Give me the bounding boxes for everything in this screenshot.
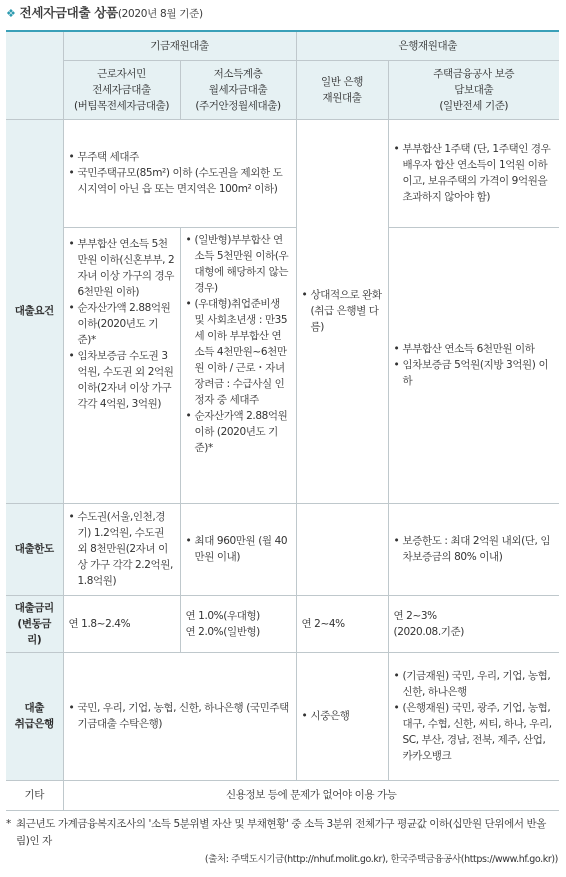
col4-header [388, 60, 559, 119]
col1-header-line: (버팀목전세자금대출) [73, 99, 170, 112]
req-fund-common-cell [63, 119, 296, 227]
col1-header-line: 근로자서민 [97, 67, 146, 80]
col1-header [63, 60, 180, 119]
rate-col2-cell [180, 595, 296, 652]
row-label-rate [6, 595, 63, 652]
rate-col2-line: 연 1.0%(우대형) [185, 609, 260, 622]
limit-col4-cell [388, 503, 559, 595]
rate-col1-cell: 연 1.8~2.4% [63, 595, 180, 652]
group-fund-header: 기금재원대출 [63, 31, 296, 60]
list-item: • (기금재원) 국민, 우리, 기업, 농협, 신한, 하나은행 [394, 668, 555, 700]
title-subtitle: (2020년 8월 기준) [117, 8, 203, 20]
footnote-mark: * [6, 818, 11, 830]
req-col3-cell [296, 119, 388, 503]
bank-label-line: 취급은행 [14, 718, 54, 730]
col2-header-line: (주거안정월세대출) [195, 99, 281, 112]
col2-header-line: 월세자금대출 [208, 83, 268, 96]
col2-header [180, 60, 296, 119]
rate-label-line: (변동금리) [17, 617, 52, 646]
list-item: • 부부합산 1주택 (단, 1주택인 경우 배우자 합산 연소득이 1억원 이하이고, 보유주택의 가격이 9억원을 초과하지 않아야 함) [394, 141, 555, 205]
req-col2-cell [180, 227, 296, 503]
rate-col4-cell [388, 595, 559, 652]
rate-label-line: 대출금리 [14, 601, 54, 614]
diamond-bullet-icon: ❖ [6, 7, 16, 20]
row-label-bank [6, 652, 63, 780]
corner-cell [6, 31, 63, 119]
col4-header-line: 담보대출 [454, 83, 494, 96]
rate-col4-line: 연 2~3% [393, 609, 437, 622]
row-label-requirements: 대출요건 [6, 119, 63, 503]
title-text: 전세자금대출 상품 [19, 5, 118, 20]
loan-product-table [6, 30, 559, 811]
row-label-etc: 기타 [6, 780, 63, 810]
list-item: • 순자산가액 2.88억원 이하 (2020년도 기준)* [186, 408, 291, 456]
list-item: • 임차보증금 5억원(지방 3억원) 이하 [394, 357, 555, 389]
list-item: • 임차보증금 수도권 3억원, 수도권 외 2억원 이하(2자녀 이상 가구 각각 4억원, 3억원) [69, 348, 175, 412]
footnote [6, 816, 559, 850]
source-note: (출처: 주택도시기금(http://nhuf.molit.go.kr), 한국주택금융공사(https://www.hf.go.kr)) [204, 854, 558, 865]
req-col4-top-cell [388, 119, 559, 227]
rate-col3-cell: 연 2~4% [296, 595, 388, 652]
col4-header-line: 주택금융공사 보증 [433, 67, 515, 80]
col1-header-line: 전세자금대출 [92, 83, 151, 96]
list-item: • 상대적으로 완화 (취급 은행별 다름) [302, 287, 383, 335]
list-item: • 수도권(서울,인천,경기) 1.2억원, 수도권 외 8천만원(2자녀 이상 가구 각각 2.2억원, 1.8억원) [69, 509, 175, 589]
row-label-limit: 대출한도 [6, 503, 63, 595]
bank-col4-cell [388, 652, 559, 780]
footnote-text: 최근년도 가계금융복지조사의 '소득 5분위별 자산 및 부채현황' 중 소득 3분위 전체가구 평균값 이하(십만원 단위에서 반올림)인 자 [16, 818, 547, 847]
col2-header-line: 저소득계층 [213, 67, 263, 80]
etc-cell: 신용정보 등에 문제가 없어야 이용 가능 [63, 780, 559, 810]
rate-col2-line: 연 2.0%(일반형) [185, 625, 260, 638]
bank-label-line: 대출 [24, 702, 44, 714]
list-item: • (일반형)부부합산 연소득 5천만원 이하(우대형에 해당하지 않는 경우) [186, 232, 291, 296]
limit-col2-cell [180, 503, 296, 595]
list-item: • 최대 960만원 (월 40만원 이내) [186, 533, 291, 565]
list-item: • 국민, 우리, 기업, 농협, 신한, 하나은행 (국민주택기금대출 수탁은행) [69, 700, 291, 732]
rate-col4-line: (2020.08.기준) [393, 625, 464, 638]
list-item: • 부부합산 연소득 5천만원 이하(신혼부부, 2자녀 이상 가구의 경우 6천만원 이하) [69, 236, 175, 300]
list-item: • 국민주택규모(85m²) 이하 (수도권을 제외한 도시지역이 아닌 읍 또는 면지역은 100m² 이하) [69, 165, 291, 197]
limit-col1-cell [63, 503, 180, 595]
list-item: • (우대형)취업준비생 및 사회초년생 : 만35세 이하 부부합산 연소득 4천만원~6천만원 이하 / 근로・자녀장려금 : 수급사실 인정자 중 세대주 [186, 296, 291, 408]
col3-header-line: 일반 은행 [321, 75, 363, 88]
list-item: • 보증한도 : 최대 2억원 내외(단, 임차보증금의 80% 이내) [394, 533, 555, 565]
col4-header-line: (일반전세 기준) [439, 99, 509, 112]
limit-col3-cell [296, 503, 388, 595]
req-col4-bottom-cell [388, 227, 559, 503]
list-item: • 시중은행 [302, 708, 383, 724]
list-item: • (은행재원) 국민, 광주, 기업, 농협, 대구, 수협, 신한, 씨티, 하나, 우리, SC, 부산, 경남, 전북, 제주, 산업, 카카오뱅크 [394, 700, 555, 764]
list-item: • 순자산가액 2.88억원 이하(2020년도 기준)* [69, 300, 175, 348]
list-item: • 부부합산 연소득 6천만원 이하 [394, 341, 555, 357]
req-col1-cell [63, 227, 180, 503]
bank-col3-cell [296, 652, 388, 780]
col3-header [296, 60, 388, 119]
col3-header-line: 재원대출 [322, 91, 362, 104]
page-title [6, 4, 203, 22]
bank-fund-cell [63, 652, 296, 780]
group-bank-header: 은행재원대출 [296, 31, 559, 60]
list-item: • 무주택 세대주 [69, 149, 291, 165]
